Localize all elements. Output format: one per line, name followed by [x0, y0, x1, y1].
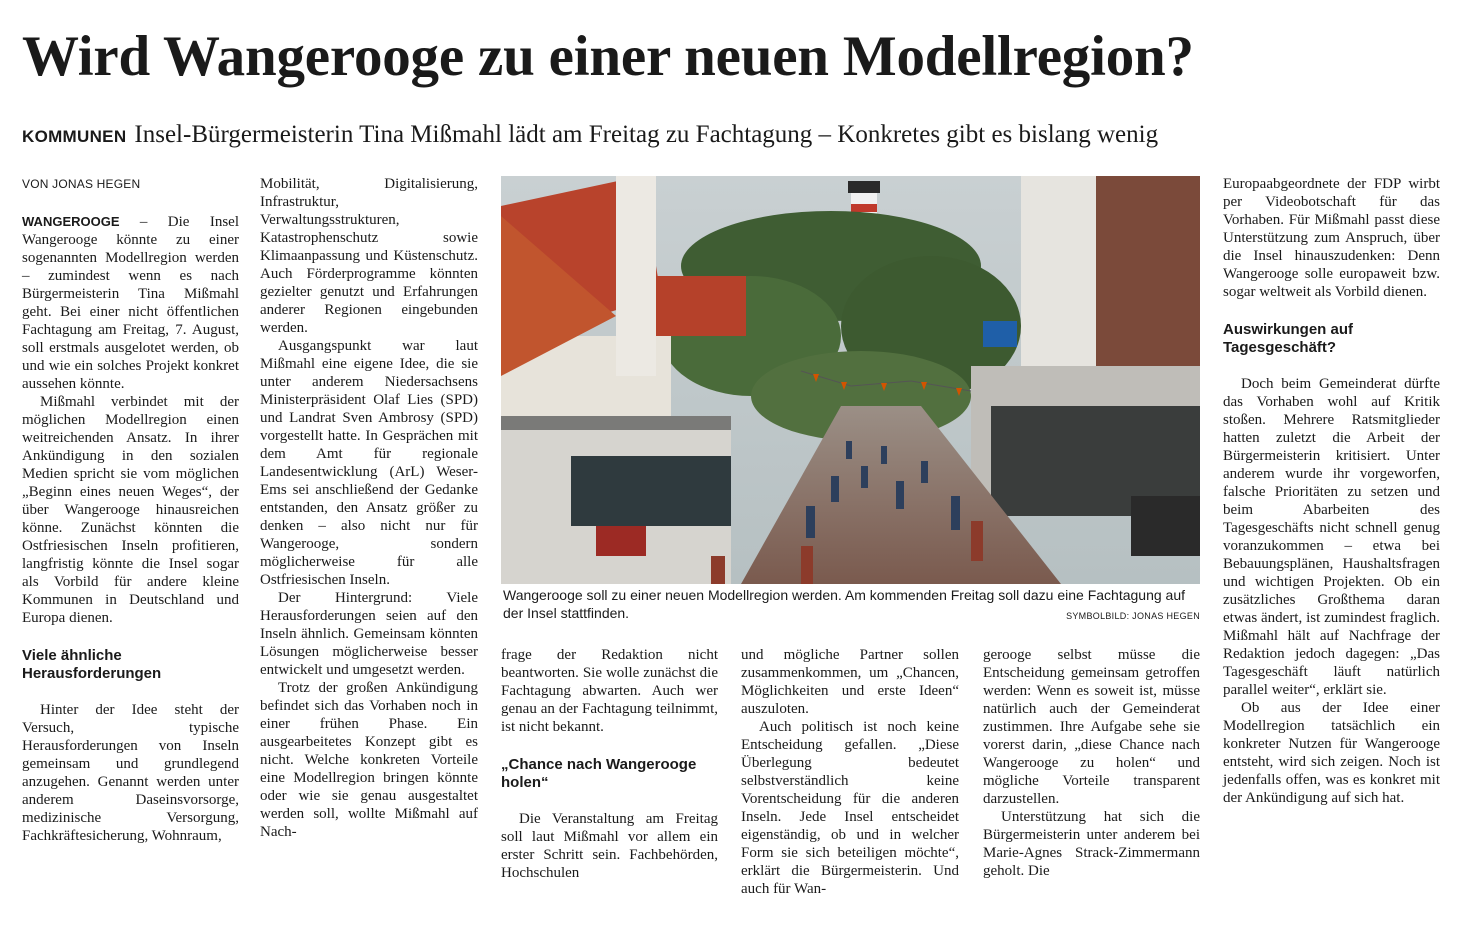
column-5: [983, 646, 1200, 880]
paragraph: Mobilität, Digitalisierung, Infrastruktur, Verwaltungsstrukturen, Katastrophenschutz sowie Klimaanpassung und Küstenschutz. Auch Förderprogramme könnten gezielter genutzt und Erfahrungen anderer Regionen eingebunden werden.: [260, 176, 478, 336]
paragraph: frage der Redaktion nicht beantworten. Sie wolle zunächst die Fachtagung abwarten. Auch wer genau an der Fachtagung teilnimmt, ist nicht bekannt.: [501, 647, 718, 735]
photo-caption: Wangerooge soll zu einer neuen Modellregion werden. Am kommenden Freitag soll dazu eine Fachtagung auf der Insel stattfinden.: [503, 587, 1186, 621]
paragraph: Ausgangspunkt war laut Mißmahl eine eigene Idee, die sie unter anderem Niedersachsens Ministerpräsident Olaf Lies (SPD) und Landrat Sven Ambrosy (SPD) vorgestellt hatte. In Gesprächen mit dem Amt für regionale Landesentwicklung (ArL) Weser-Ems sei anschließend der Gedanke entstanden, den Ansatz größer zu denken – also nicht nur für Wangerooge, sondern möglicherweise für alle Ostfriesischen Inseln.: [260, 338, 478, 588]
photo-credit: SYMBOLBILD: JONAS HEGEN: [1066, 611, 1200, 621]
paragraph: Der Hintergrund: Viele Herausforderungen seien auf den Inseln ähnlich. Gemeinsam könnten Lösungen möglicherweise besser entwickelt und umgesetzt werden.: [260, 590, 478, 678]
subheading: Auswirkungen auf Tagesgeschäft?: [1223, 321, 1354, 356]
paragraph: Doch beim Gemeinderat dürfte das Vorhaben wohl auf Kritik stoßen. Mehrere Ratsmitglieder hatten zuletzt die Arbeit der Bürgermeisterin kritisiert. Unter anderem wurde ihr vorgeworfen, falsche Prioritäten zu setzen und beim Abarbeiten des Tagesgeschäfts nicht schnell genug voranzukommen – etwa bei Bebauungsplänen, Haushaltsfragen und wichtigen Projekten. Ob ein zusätzliches Großthema daran etwas ändert, ist zumindest fraglich. Mißmahl hält auf Nachfrage der Redaktion jedoch dagegen: „Das Tagesgeschäft läuft natürlich parallel weiter“, erklärt sie.: [1223, 376, 1440, 698]
paragraph: Trotz der großen Ankündigung befindet sich das Vorhaben noch in einer frühen Phase. Ein ausgearbeitetes Konzept gibt es nicht. Welche konkreten Vorteile eine Modellregion bringen könnte oder wie sie genau ausgestaltet werden soll, wollte Mißmahl auf Nach-: [260, 680, 478, 840]
paragraph: Unterstützung hat sich die Bürgermeisterin unter anderem bei Marie-Agnes Strack-Zimmermann geholt. Die: [983, 809, 1200, 879]
paragraph-text: – Die Insel Wangerooge könnte zu einer sogenannten Modellregion werden – zumindest wenn es nach Bürgermeisterin Tina Mißmahl geht. Bei einer nicht öffentlichen Fachtagung am Freitag, 7. August, soll erstmals ausgelotet werden, ob und wie ein solches Projekt konkret aussehen könnte.: [22, 214, 239, 392]
dateline: WANGEROOGE: [22, 214, 120, 229]
column-3: [501, 646, 718, 882]
paragraph: und mögliche Partner sollen zusammenkommen, um „Chancen, Möglichkeiten und erste Ideen“ auszuloten.: [741, 647, 959, 717]
byline: VON JONAS HEGEN: [22, 177, 141, 191]
paragraph: Europaabgeordnete der FDP wirbt per Videobotschaft für das Vorhaben. Für Mißmahl passt diese Unterstützung zum Anspruch, über die Insel hinauszudenken: Denn Wangerooge solle europaweit bzw. sogar weltweit als Vorbild dienen.: [1223, 176, 1440, 300]
paragraph: Hinter der Idee steht der Versuch, typische Herausforderungen von Inseln gemeinsam und grundlegend anzugehen. Genannt werden unter anderem Daseinsvorsorge, medizinische Versorgung, Fachkräftesicherung, Wohnraum,: [22, 702, 239, 844]
article-photo: [501, 176, 1200, 584]
column-1: [22, 175, 239, 845]
subheading: „Chance nach Wangerooge holen“: [501, 756, 697, 791]
paragraph: Auch politisch ist noch keine Entscheidung gefallen. „Diese Überlegung bedeutet selbstverständlich keine Vorentscheidung für die anderen Inseln. Jede Insel entscheidet eigenständig, ob und in welcher Form sie sich beteiligen möchte“, erklärt die Bürgermeisterin. Und auch für Wan-: [741, 719, 959, 897]
street-scene-photo: [501, 176, 1200, 584]
headline: Wird Wangerooge zu einer neuen Modellregion?: [22, 25, 1194, 88]
paragraph: Mißmahl verbindet mit der möglichen Modellregion einen weitreichenden Ansatz. In ihrer Ankündigung in den sozialen Medien spricht sie vom möglichen „Beginn eines neuen Weges“, der über Wangerooge hinausreichen könne. Zunächst könnten die Ostfriesischen Inseln profitieren, langfristig könnte die Insel sogar als Vorbild für andere kleine Kommunen in Deutschland und Europa dienen.: [22, 394, 239, 626]
kicker: KOMMUNEN: [22, 127, 127, 146]
column-6: [1223, 175, 1440, 807]
paragraph: [22, 213, 239, 393]
paragraph: Die Veranstaltung am Freitag soll laut Mißmahl vor allem ein erster Schritt sein. Fachbehörden, Hochschulen: [501, 811, 718, 881]
subheading: Viele ähnliche Herausforderungen: [22, 647, 162, 682]
column-4: [741, 646, 959, 898]
subheadline: Insel-Bürgermeisterin Tina Mißmahl lädt am Freitag zu Fachtagung – Konkretes gibt es bislang wenig: [134, 121, 1159, 148]
column-2: [260, 175, 478, 841]
paragraph: gerooge selbst müsse die Entscheidung gemeinsam getroffen werden: Wenn es soweit ist, müsse natürlich auch der Gemeinderat zustimmen. Ihre Aufgabe sehe sie vorerst darin, „diese Chance nach Wangerooge zu holen“ und mögliche Vorteile transparent darzustellen.: [983, 647, 1200, 807]
paragraph: Ob aus der Idee einer Modellregion tatsächlich ein konkreter Nutzen für Wangerooge entsteht, wird sich zeigen. Noch ist jedenfalls offen, was es konkret mit der Ankündigung auf sich hat.: [1223, 700, 1440, 806]
subheadline-row: [22, 118, 1442, 154]
